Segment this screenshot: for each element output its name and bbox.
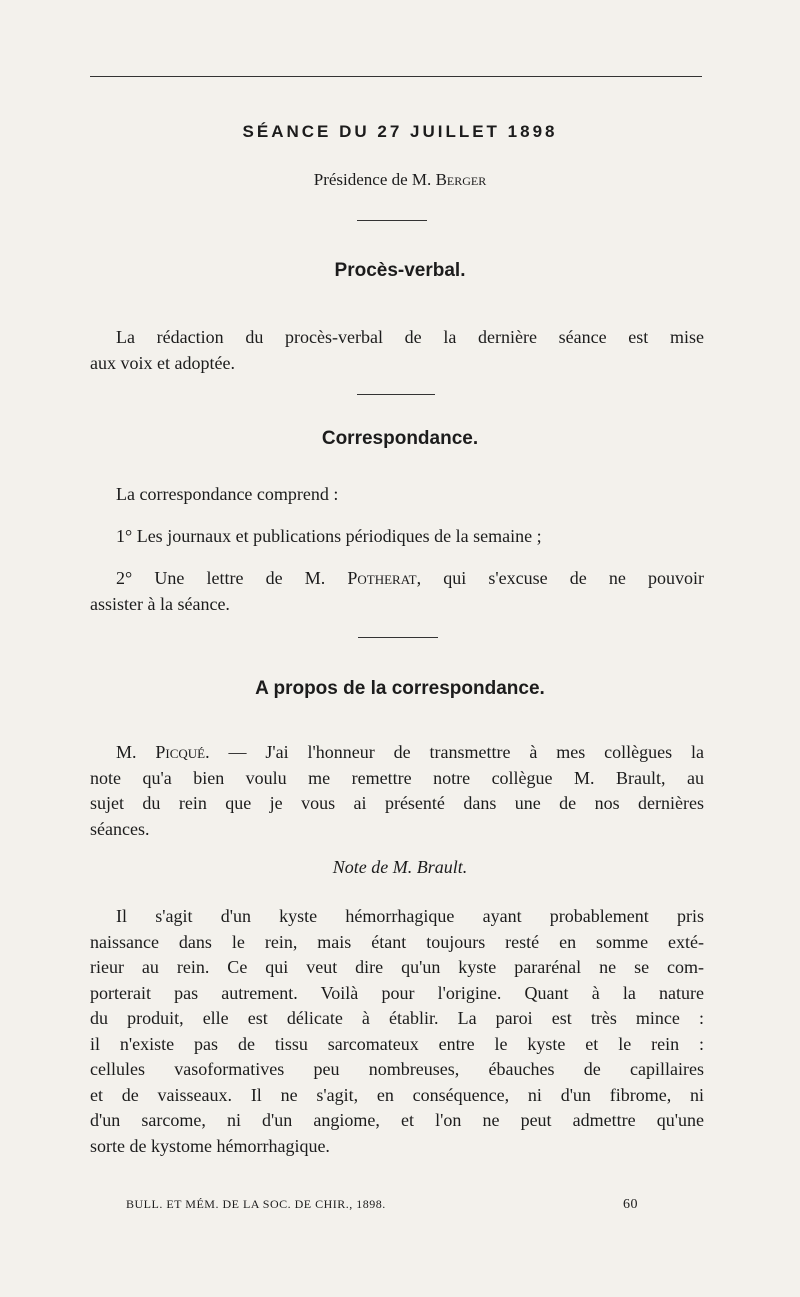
separator-3 xyxy=(358,637,438,638)
text-line: Il s'agit d'un kyste hémorrhagique ayant probablement pris xyxy=(116,906,704,926)
propos-line1-rest: — J'ai l'honneur de transmettre à mes collègues la xyxy=(209,742,704,762)
text-line: naissance dans le rein, mais étant toujours resté en somme exté- xyxy=(90,931,704,952)
seance-title: SÉANCE DU 27 JUILLET 1898 xyxy=(242,122,558,141)
text-line: La correspondance comprend : xyxy=(116,484,339,504)
note-paragraph xyxy=(90,904,704,1159)
text-line xyxy=(90,740,704,766)
text-line: d'un sarcome, ni d'un angiome, et l'on ne peut admettre qu'une xyxy=(90,1110,704,1130)
text-line: cellules vasoformatives peu nombreuses, ébauches de capillaires xyxy=(90,1059,704,1079)
propos-heading: A propos de la correspondance. xyxy=(255,678,545,699)
correspondance-heading: Correspondance. xyxy=(321,428,479,449)
text-line: 1° Les journaux et publications périodiques de la semaine ; xyxy=(116,526,542,546)
item2-suffix: , qui s'excuse de ne pouvoir xyxy=(416,568,704,588)
correspondance-item-1 xyxy=(90,524,704,550)
presidence-prefix: Présidence de M. xyxy=(313,170,432,189)
president-name: Berger xyxy=(435,170,487,189)
text-line: et de vaisseaux. Il ne s'agit, en conséquence, ni d'un fibrome, ni xyxy=(90,1084,704,1105)
propos-paragraph xyxy=(90,740,704,842)
top-rule xyxy=(90,76,702,77)
separator-1 xyxy=(357,220,427,221)
text-line: assister à la séance. xyxy=(90,593,230,614)
page-number: 60 xyxy=(623,1197,638,1212)
text-line: rieur au rein. Ce qui veut dire qu'un kyste pararénal ne se com- xyxy=(90,957,704,977)
text-line xyxy=(90,566,704,592)
potherat-name: Potherat xyxy=(347,568,417,588)
text-line: sorte de kystome hémorrhagique. xyxy=(90,1135,330,1156)
proces-verbal-paragraph xyxy=(90,325,704,376)
separator-2 xyxy=(357,394,435,395)
text-line: porterait pas autrement. Voilà pour l'origine. Quant à la nature xyxy=(90,982,704,1003)
proces-verbal-heading: Procès-verbal. xyxy=(334,260,466,281)
text-line: sujet du rein que je vous ai présenté dans une de nos dernières xyxy=(90,793,704,813)
correspondance-item-2 xyxy=(90,566,704,617)
presidence-line xyxy=(0,170,800,190)
text-line: séances. xyxy=(90,818,150,839)
text-line: aux voix et adoptée. xyxy=(90,352,235,373)
journal-reference: BULL. ET MÉM. DE LA SOC. DE CHIR., 1898. xyxy=(126,1197,386,1211)
text-line: La rédaction du procès-verbal de la dernière séance est mise xyxy=(116,327,704,347)
picque-speaker: M. Picqué. xyxy=(116,742,210,762)
text-line: du produit, elle est délicate à établir. La paroi est très mince : xyxy=(90,1008,704,1028)
item2-prefix: 2° Une lettre de M. xyxy=(116,568,326,588)
page-footer xyxy=(126,1197,638,1213)
correspondance-intro xyxy=(90,482,704,508)
text-line: il n'existe pas de tissu sarcomateux entre le kyste et le rein : xyxy=(90,1033,704,1054)
note-title: Note de M. Brault. xyxy=(332,857,468,877)
text-line: note qu'a bien voulu me remettre notre collègue M. Brault, au xyxy=(90,767,704,788)
